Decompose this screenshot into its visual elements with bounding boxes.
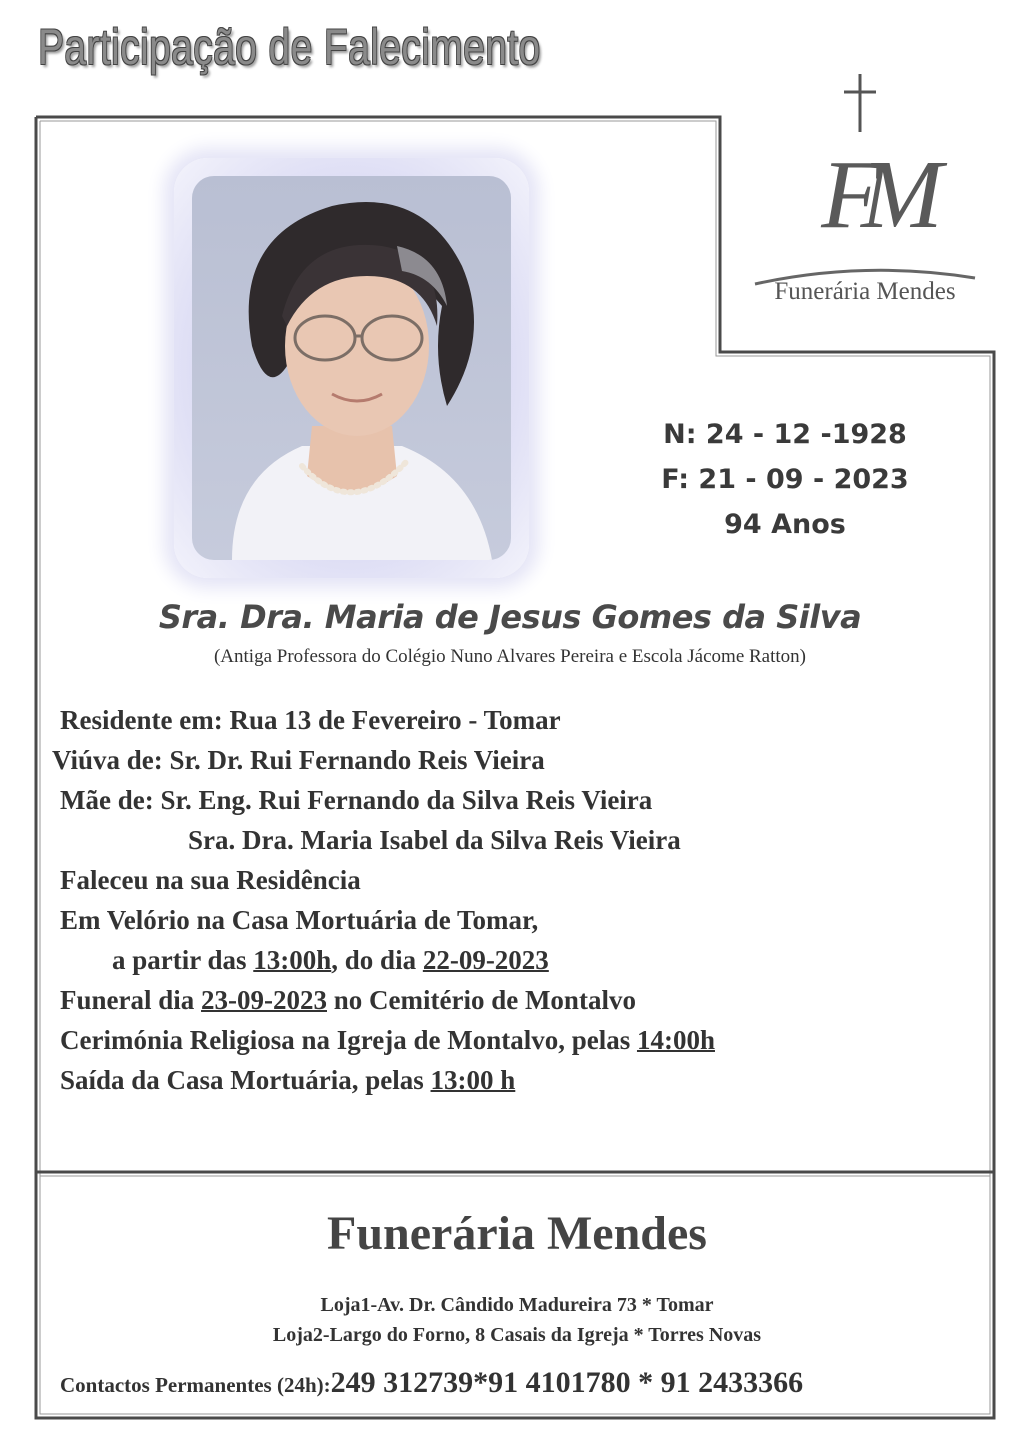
widow-line: Viúva de: Sr. Dr. Rui Fernando Reis Vieira	[52, 745, 545, 775]
died-at-line: Faleceu na sua Residência	[60, 865, 361, 895]
age: 94 Anos	[724, 509, 846, 540]
funeral-prefix: Funeral dia	[60, 985, 202, 1015]
departure-time: 13:00 h	[430, 1065, 516, 1095]
child-1: Sr. Eng. Rui Fernando da Silva Reis Vieira	[160, 785, 653, 815]
deceased-name: Sra. Dra. Maria de Jesus Gomes da Silva	[158, 598, 862, 636]
residence-line: Residente em: Rua 13 de Fevereiro - Tomar	[60, 705, 561, 735]
ceremony-line	[60, 1020, 715, 1060]
funeral-date: 23-09-2023	[201, 985, 327, 1015]
wake-line: Em Velório na Casa Mortuária de Tomar,	[60, 905, 539, 935]
death-date: F: 21 - 09 - 2023	[661, 464, 909, 495]
contacts-numbers: 249 312739*91 4101780 * 91 2433366	[330, 1366, 804, 1399]
footer-address-1: Loja1-Av. Dr. Cândido Madureira 73 * Tomar	[320, 1294, 714, 1316]
funeral-line	[60, 980, 636, 1020]
departure-line	[60, 1060, 515, 1100]
birth-date: N: 24 - 12 -1928	[663, 419, 907, 450]
deceased-subtitle: (Antiga Professora do Colégio Nuno Alvares Pereira e Escola Jácome Ratton)	[213, 646, 806, 667]
mother-label: Mãe de:	[60, 785, 161, 815]
logo-brand-name: Funerária Mendes	[774, 278, 956, 305]
funeral-suffix: no Cemitério de Montalvo	[327, 985, 636, 1015]
portrait-illustration	[192, 176, 511, 560]
life-dates	[640, 412, 930, 547]
wake-from-prefix: a partir das	[112, 945, 254, 975]
portrait-photo	[192, 176, 511, 560]
footer-address-2: Loja2-Largo do Forno, 8 Casais da Igreja * Torres Novas	[272, 1324, 762, 1346]
child-2: Sra. Dra. Maria Isabel da Silva Reis Vieira	[188, 825, 681, 855]
departure-prefix: Saída da Casa Mortuária, pelas	[60, 1065, 431, 1095]
wake-time-line	[112, 940, 549, 980]
ceremony-prefix: Cerimónia Religiosa na Igreja de Montalvo, pelas	[60, 1025, 637, 1055]
footer-funeral-home-name: Funerária Mendes	[327, 1207, 707, 1260]
mother-line	[60, 780, 652, 820]
contacts-label: Contactos Permanentes (24h):	[60, 1373, 331, 1397]
cross-icon	[840, 70, 880, 140]
logo-monogram: FM	[821, 141, 923, 249]
ceremony-time: 14:00h	[636, 1025, 715, 1055]
wake-time: 13:00h	[253, 945, 332, 975]
funeral-home-logo	[740, 70, 990, 320]
page-title: Participação de Falecimento	[38, 19, 541, 75]
portrait-frame	[174, 158, 529, 578]
wake-date: 22-09-2023	[422, 945, 549, 975]
footer-contacts	[60, 1366, 803, 1400]
wake-day-prefix: , do dia	[331, 945, 423, 975]
